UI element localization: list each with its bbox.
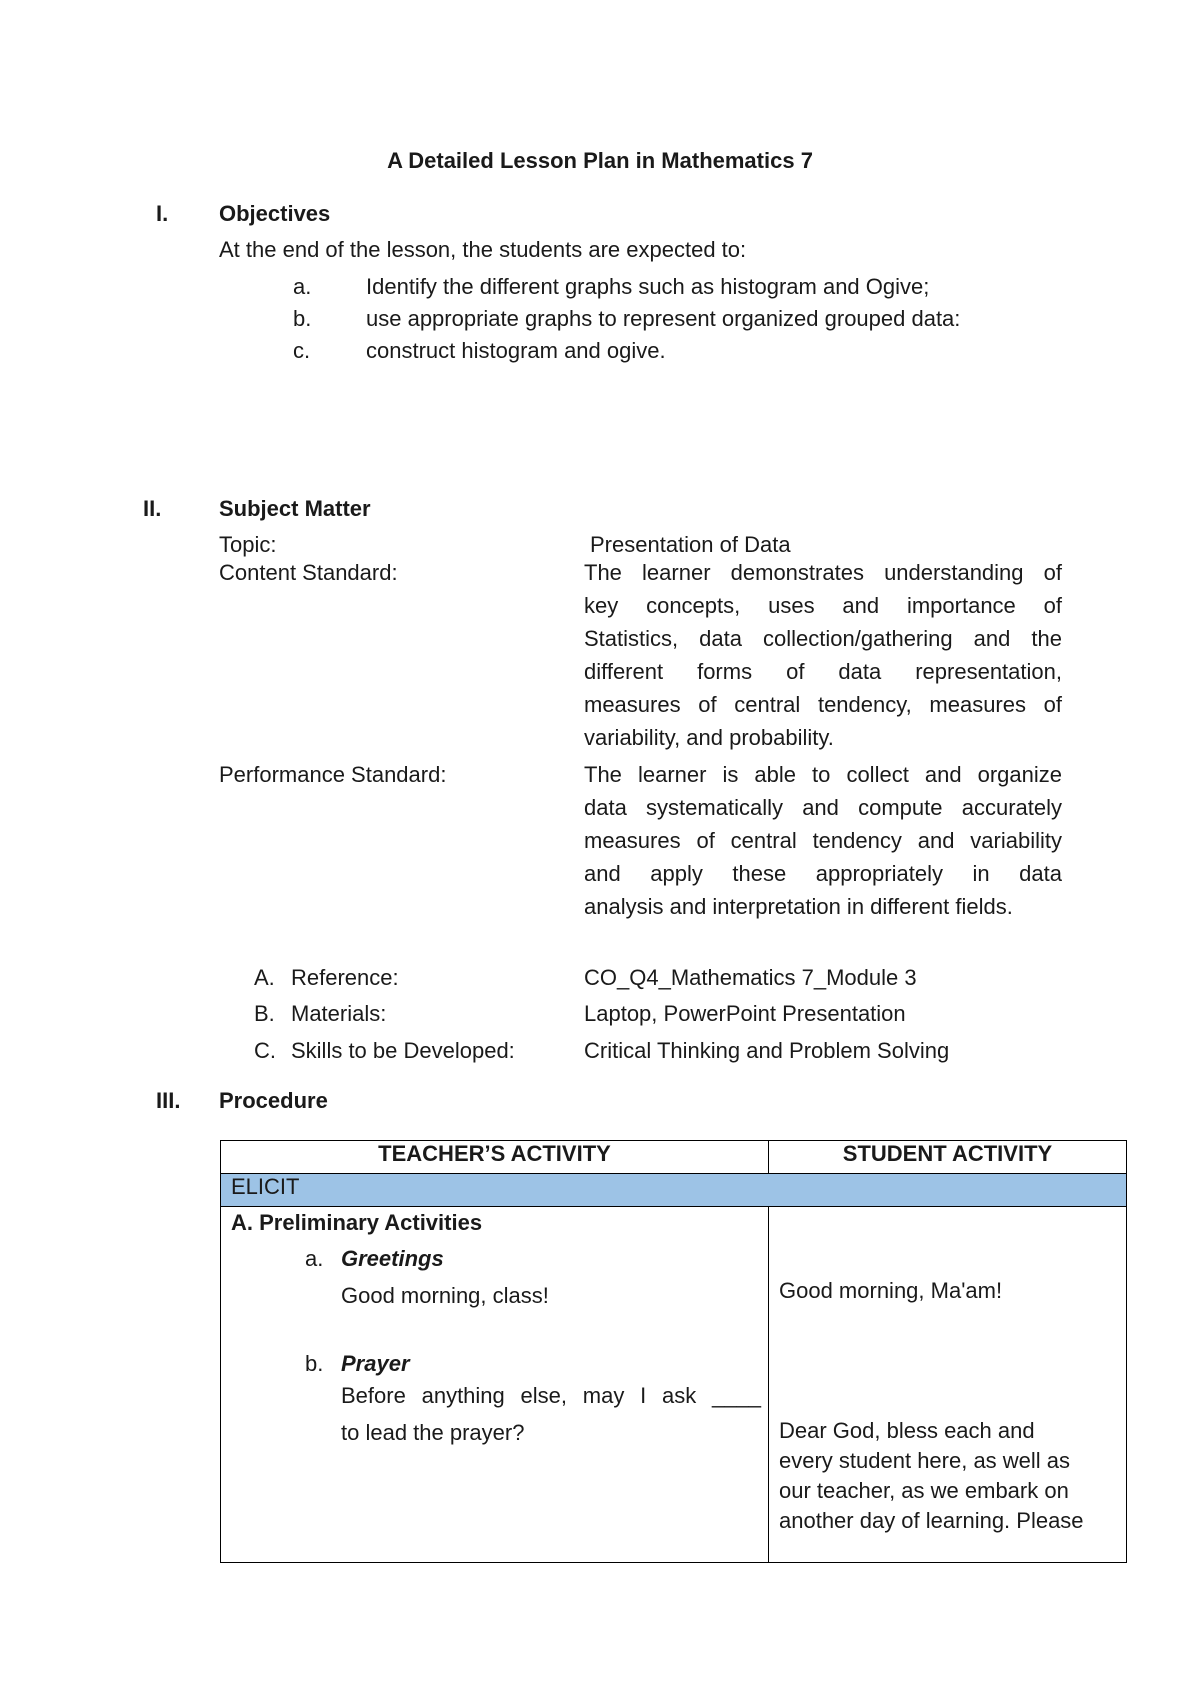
prayer-student-text: our teacher, as we embark on	[779, 1478, 1069, 1503]
student-activity-header: STUDENT ACTIVITY	[769, 1141, 1127, 1174]
greetings-student-text: Good morning, Ma'am!	[779, 1278, 1003, 1303]
materials-label: Materials:	[291, 1001, 387, 1026]
content-line: measures of central tendency, measures of	[584, 692, 1062, 717]
preliminary-activities: A. Preliminary Activities	[231, 1210, 483, 1235]
student-activity-cell	[769, 1207, 1127, 1563]
performance-line: The learner is able to collect and organize	[584, 762, 1062, 787]
content-line: different forms of data representation,	[584, 659, 1062, 684]
topic-label: Topic:	[219, 532, 277, 557]
prayer-label: b.	[305, 1351, 324, 1376]
topic-value: Presentation of Data	[590, 532, 791, 557]
page-title: A Detailed Lesson Plan in Mathematics 7	[387, 148, 813, 173]
greetings-title: Greetings	[341, 1246, 444, 1271]
objective-item: construct histogram and ogive.	[366, 338, 666, 363]
objective-label: b.	[293, 306, 312, 331]
table-header-row	[221, 1141, 1127, 1174]
objective-item: use appropriate graphs to represent organized grouped data:	[366, 306, 961, 331]
skills-value: Critical Thinking and Problem Solving	[584, 1038, 950, 1063]
skills-label: Skills to be Developed:	[291, 1038, 515, 1063]
objectives-intro: At the end of the lesson, the students are expected to:	[219, 237, 747, 262]
greetings-label: a.	[305, 1246, 324, 1271]
content-line: key concepts, uses and importance of	[584, 593, 1062, 618]
objective-label: a.	[293, 274, 312, 299]
section-numeral-procedure: III.	[156, 1088, 181, 1113]
content-line: variability, and probability.	[584, 725, 834, 750]
content-standard-text	[584, 559, 1062, 757]
elicit-row	[221, 1174, 1127, 1207]
sub-item-letter: A.	[254, 965, 275, 990]
prayer-teacher-text: to lead the prayer?	[341, 1420, 525, 1445]
elicit-section	[221, 1174, 1127, 1207]
content-standard-label: Content Standard:	[219, 560, 398, 585]
prayer-title: Prayer	[341, 1351, 410, 1376]
sub-item-letter: B.	[254, 1001, 275, 1026]
objective-item: Identify the different graphs such as histogram and Ogive;	[366, 274, 930, 299]
section-numeral-objectives: I.	[156, 201, 169, 226]
prayer-teacher-text: Before anything else, may I ask ____	[341, 1383, 761, 1408]
objective-label: c.	[293, 338, 311, 363]
section-numeral-subject-matter: II.	[143, 496, 162, 521]
section-heading-objectives: Objectives	[219, 201, 331, 226]
content-line: Statistics, data collection/gathering and the	[584, 626, 1062, 651]
prayer-student-text: every student here, as well as	[779, 1448, 1071, 1473]
section-heading-procedure: Procedure	[219, 1088, 328, 1113]
teacher-activity-cell	[221, 1207, 769, 1563]
prayer-student-text: another day of learning. Please	[779, 1508, 1084, 1533]
table-row	[221, 1207, 1127, 1563]
procedure-table	[220, 1140, 1127, 1563]
elicit-label: ELICIT	[231, 1174, 300, 1199]
sub-item-letter: C.	[254, 1038, 276, 1063]
reference-label: Reference:	[291, 965, 399, 990]
prayer-student-text: Dear God, bless each and	[779, 1418, 1035, 1443]
reference-value: CO_Q4_Mathematics 7_Module 3	[584, 965, 917, 990]
teacher-activity-header: TEACHER’S ACTIVITY	[221, 1141, 769, 1174]
section-heading-subject-matter: Subject Matter	[219, 496, 371, 521]
performance-line: measures of central tendency and variability	[584, 828, 1062, 853]
materials-value: Laptop, PowerPoint Presentation	[584, 1001, 906, 1026]
content-line: The learner demonstrates understanding of	[584, 560, 1062, 585]
performance-line: data systematically and compute accurately	[584, 795, 1062, 820]
performance-standard-text	[584, 761, 1062, 926]
performance-standard-label: Performance Standard:	[219, 762, 447, 787]
greetings-teacher-text: Good morning, class!	[341, 1283, 549, 1308]
performance-line: analysis and interpretation in different fields.	[584, 894, 1013, 919]
performance-line: and apply these appropriately in data	[584, 861, 1062, 886]
